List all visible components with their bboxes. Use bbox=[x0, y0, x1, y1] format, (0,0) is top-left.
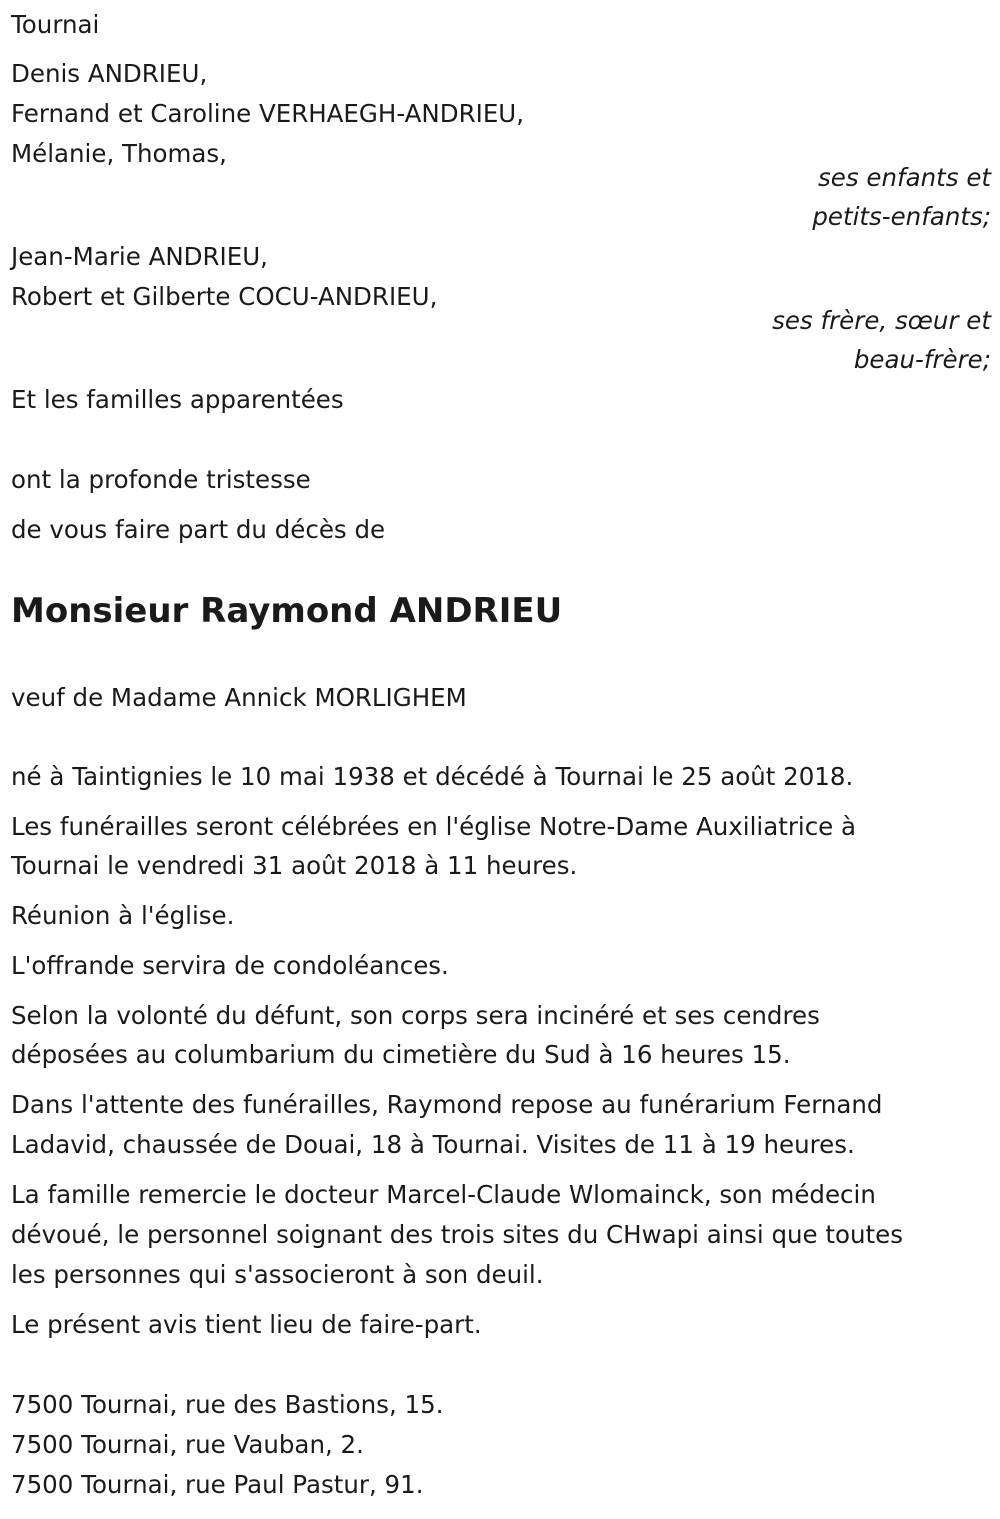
address-line: 7500 Tournai, rue Paul Pastur, 91. bbox=[11, 1470, 424, 1499]
thanks-paragraph-line: les personnes qui s'associeront à son deuil. bbox=[11, 1260, 544, 1289]
cremation-paragraph-line: Selon la volonté du défunt, son corps sera incinéré et ses cendres bbox=[11, 1001, 820, 1030]
family-children-line: Fernand et Caroline VERHAEGH-ANDRIEU, bbox=[11, 99, 525, 128]
thanks-paragraph-line: dévoué, le personnel soignant des trois sites du CHwapi ainsi que toutes bbox=[11, 1220, 903, 1249]
family-siblings-line: Jean-Marie ANDRIEU, bbox=[11, 242, 268, 271]
meeting-line: Réunion à l'église. bbox=[11, 901, 235, 930]
children-role-line: petits-enfants; bbox=[812, 202, 991, 231]
siblings-role-line: beau-frère; bbox=[853, 345, 991, 374]
siblings-role-line: ses frère, sœur et bbox=[772, 306, 991, 335]
children-role-line: ses enfants et bbox=[818, 163, 991, 192]
widower-line: veuf de Madame Annick MORLIGHEM bbox=[11, 683, 467, 712]
funeral-paragraph-line: Les funérailles seront célébrées en l'église Notre-Dame Auxiliatrice à bbox=[11, 812, 857, 841]
thanks-paragraph-line: La famille remercie le docteur Marcel-Claude Wlomainck, son médecin bbox=[11, 1180, 876, 1209]
announcement-line: ont la profonde tristesse bbox=[11, 465, 311, 494]
family-children-line: Denis ANDRIEU, bbox=[11, 59, 208, 88]
funeral-paragraph-line: Tournai le vendredi 31 août 2018 à 11 heures. bbox=[11, 851, 578, 880]
announcement-line: de vous faire part du décès de bbox=[11, 515, 386, 544]
repose-paragraph-line: Ladavid, chaussée de Douai, 18 à Tournai. Visites de 11 à 19 heures. bbox=[11, 1130, 855, 1159]
birth-death-line: né à Taintignies le 10 mai 1938 et décédé à Tournai le 25 août 2018. bbox=[11, 762, 854, 791]
city-heading: Tournai bbox=[11, 10, 100, 39]
related-families: Et les familles apparentées bbox=[11, 385, 344, 414]
address-line: 7500 Tournai, rue des Bastions, 15. bbox=[11, 1390, 444, 1419]
offering-line: L'offrande servira de condoléances. bbox=[11, 951, 449, 980]
repose-paragraph-line: Dans l'attente des funérailles, Raymond repose au funérarium Fernand bbox=[11, 1090, 883, 1119]
obituary-notice bbox=[11, 0, 991, 1519]
deceased-name: Monsieur Raymond ANDRIEU bbox=[11, 591, 563, 631]
cremation-paragraph-line: déposées au columbarium du cimetière du Sud à 16 heures 15. bbox=[11, 1040, 791, 1069]
family-siblings-line: Robert et Gilberte COCU-ANDRIEU, bbox=[11, 282, 438, 311]
notice-line: Le présent avis tient lieu de faire-part. bbox=[11, 1310, 482, 1339]
family-children-line: Mélanie, Thomas, bbox=[11, 139, 227, 168]
address-line: 7500 Tournai, rue Vauban, 2. bbox=[11, 1430, 364, 1459]
